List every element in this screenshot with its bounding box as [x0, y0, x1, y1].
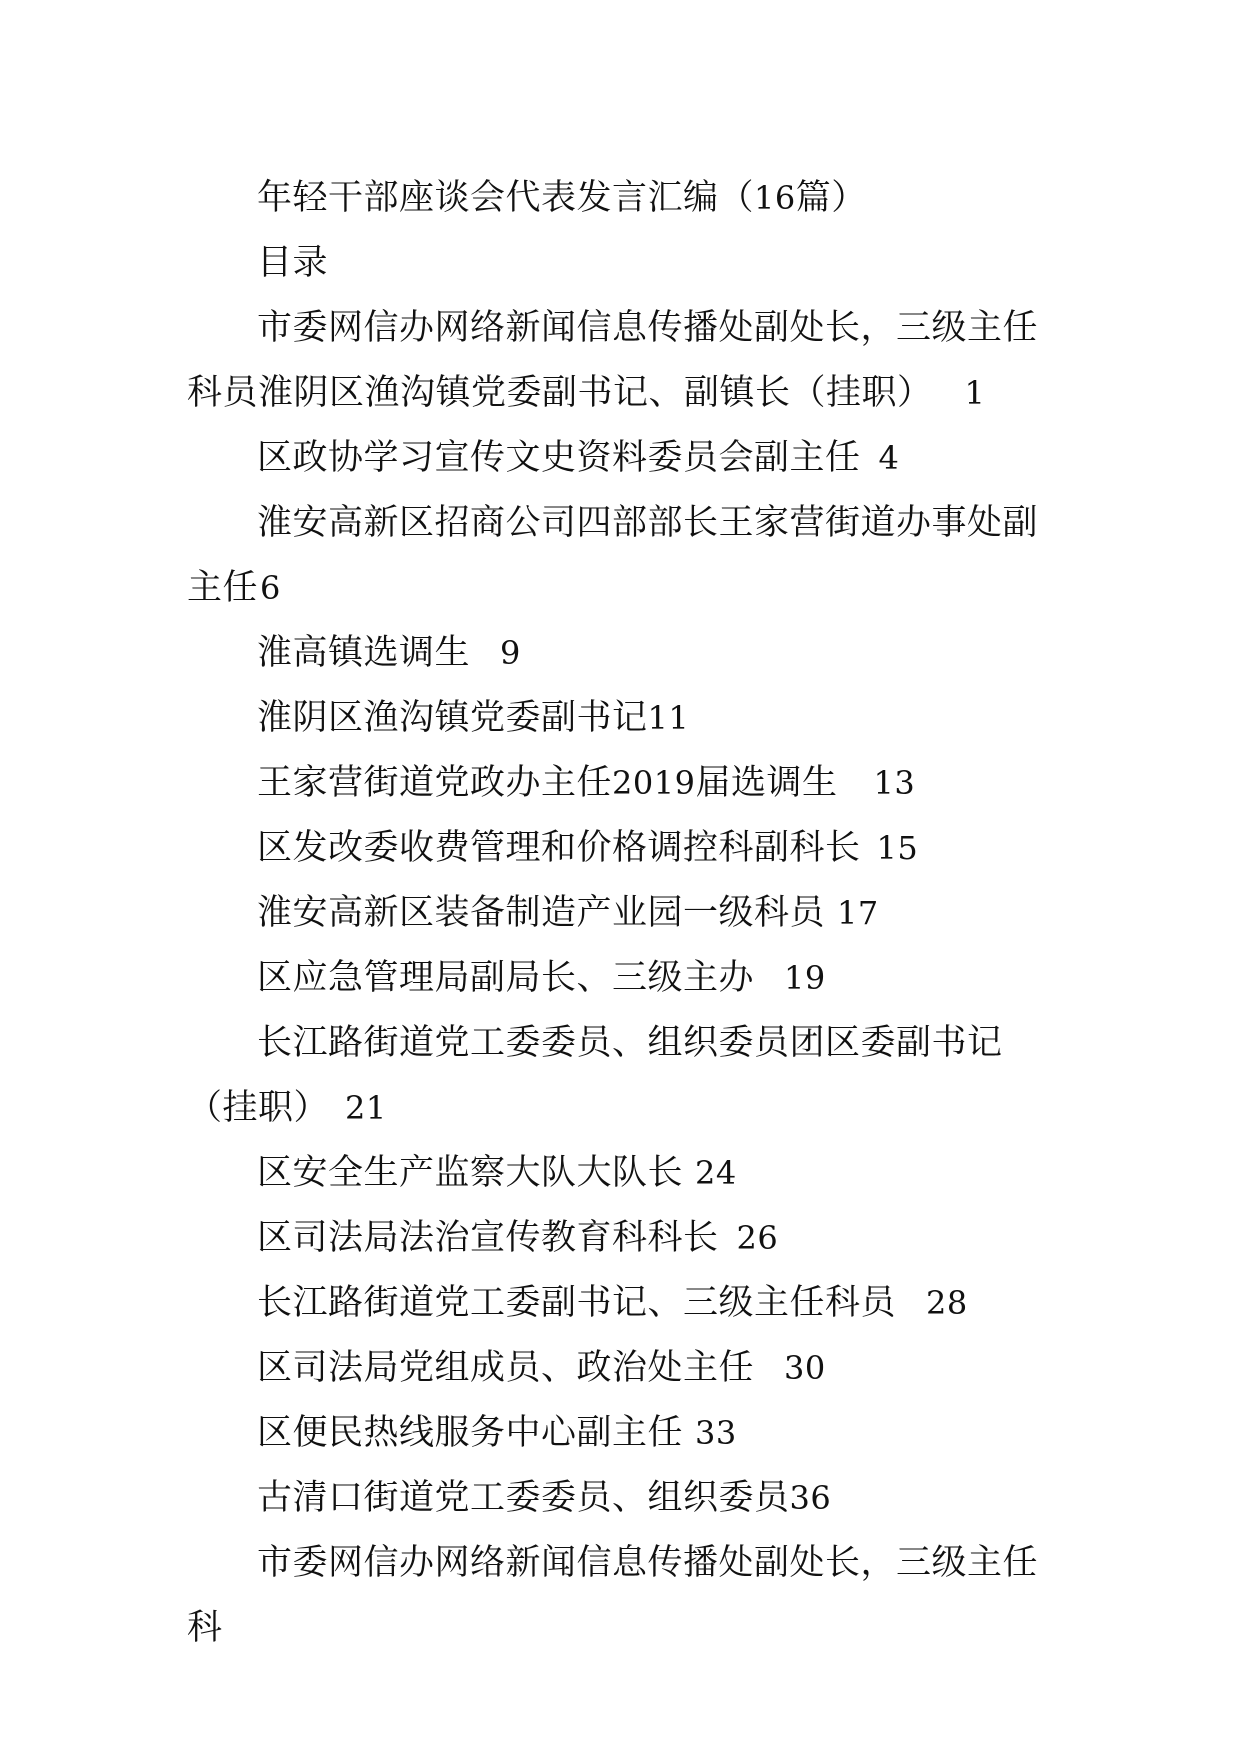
toc-entry — [187, 1271, 1057, 1336]
toc-entry-title: 区政协学习宣传文史资料委员会副主任 — [257, 438, 861, 478]
toc-entry-title: 市委网信办网络新闻信息传播处副处长，三级主任科员淮阴区渔沟镇党委副书记、副镇长（挂职） — [187, 308, 1039, 413]
toc-entry-title: 淮高镇选调生 — [257, 633, 471, 673]
toc-entry — [187, 296, 1057, 426]
toc-heading: 目录 — [257, 243, 329, 283]
toc-entry — [187, 1336, 1057, 1401]
toc-entry-title: 长江路街道党工委委员、组织委员团区委副书记（挂职） — [187, 1023, 1003, 1128]
toc-entry — [187, 881, 1057, 946]
toc-entry — [187, 816, 1057, 881]
toc-entry-title: 淮阴区渔沟镇党委副书记 — [257, 698, 648, 738]
toc-entry-page: 17 — [837, 894, 879, 932]
toc-entry-title: 王家营街道党政办主任 — [257, 763, 613, 803]
toc-entry-page: 28 — [926, 1284, 968, 1322]
title-count: 16 — [754, 179, 796, 217]
toc-entry-title: 长江路街道党工委副书记、三级主任科员 — [257, 1283, 897, 1323]
toc-entry-page: 6 — [260, 569, 281, 607]
toc-entry-page: 26 — [736, 1219, 779, 1257]
toc-entry-title: 区应急管理局副局长、三级主办 — [257, 958, 755, 998]
toc-entry-page: 4 — [878, 439, 900, 477]
title-suffix: 篇） — [795, 178, 867, 218]
toc-entry-title: 淮安高新区招商公司四部部长王家营街道办事处副主任 — [187, 503, 1039, 608]
toc-entry — [187, 1141, 1057, 1206]
toc-entry-page: 19 — [784, 959, 826, 997]
toc-entry — [187, 491, 1057, 621]
toc-entry-title: 区司法局法治宣传教育科科长 — [257, 1218, 719, 1258]
toc-entry-page: 15 — [876, 829, 919, 867]
toc-entry-title: 区安全生产监察大队大队长 — [257, 1153, 684, 1193]
toc-entry-page: 33 — [695, 1414, 737, 1452]
toc-entry-page: 9 — [500, 634, 521, 672]
toc-entry — [187, 686, 1057, 751]
toc-entry — [187, 621, 1057, 686]
toc-entry-title: 古清口街道党工委委员、组织委员 — [257, 1478, 790, 1518]
trailing-paragraph: 市委网信办网络新闻信息传播处副处长，三级主任科 — [187, 1543, 1039, 1648]
document-title — [187, 166, 1057, 231]
toc-entry-page: 1 — [964, 374, 986, 412]
toc-entry — [187, 1011, 1057, 1141]
title-text: 年轻干部座谈会代表发言汇编（ — [257, 178, 755, 218]
toc-entry-title: 区司法局党组成员、政治处主任 — [257, 1348, 755, 1388]
toc-entry-title: 区发改委收费管理和价格调控科副科长 — [257, 828, 861, 868]
toc-entry — [187, 1401, 1057, 1466]
toc-entry-page: 24 — [695, 1154, 737, 1192]
toc-entry — [187, 1466, 1057, 1531]
toc-entry-title: 区便民热线服务中心副主任 — [257, 1413, 684, 1453]
toc-entry-title-suffix: 届选调生 — [695, 763, 838, 803]
toc-entry-year: 2019 — [612, 764, 696, 802]
toc-entry — [187, 946, 1057, 1011]
toc-entry-page: 11 — [647, 699, 690, 737]
toc-entry-page: 36 — [789, 1479, 832, 1517]
toc-entry — [187, 426, 1057, 491]
toc-entry-title: 淮安高新区装备制造产业园一级科员 — [257, 893, 826, 933]
document-page — [187, 166, 1057, 1661]
toc-entry — [187, 1206, 1057, 1271]
toc-entry-page: 13 — [873, 764, 916, 802]
toc-entry-page: 21 — [345, 1089, 387, 1127]
toc-entry — [187, 751, 1057, 816]
toc-entry-page: 30 — [784, 1349, 826, 1387]
